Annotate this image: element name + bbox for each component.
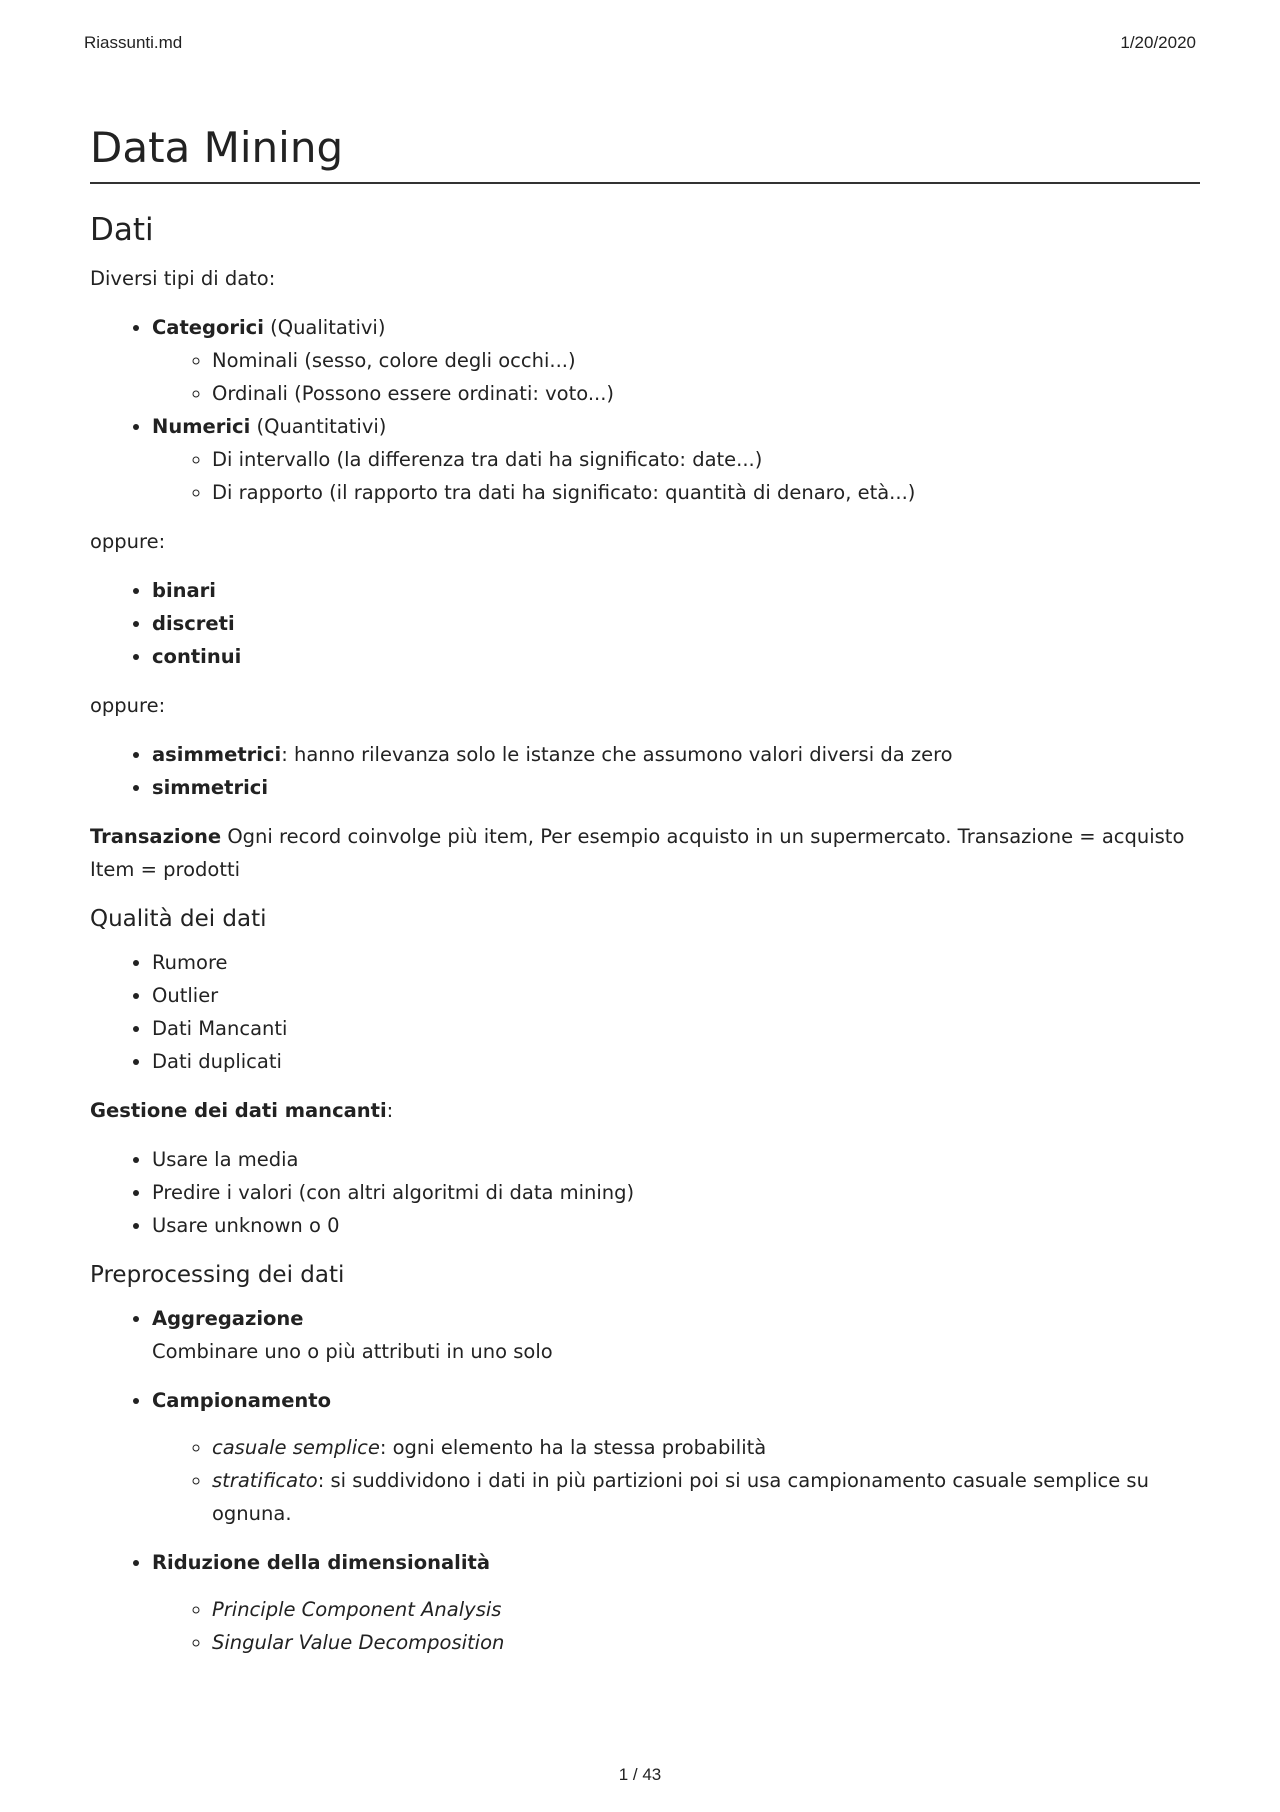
list-item: • Predire i valori (con altri algoritmi di data mining) — [152, 1176, 1200, 1209]
list-item: • Usare unknown o 0 — [152, 1209, 1200, 1242]
list-item: • Numerici (Quantitativi) ◦ Di intervallo (la differenza tra dati ha significato: date...) ◦ Di rapporto (il rapporto tra dati ha significato: quantità di denaro, età...) — [152, 410, 1200, 509]
missing-data-list — [90, 1143, 1200, 1242]
list-item: • Riduzione della dimensionalità ◦ Principle Component Analysis ◦ Singular Value Decomposition — [152, 1546, 1200, 1659]
section-heading-dati: Dati — [90, 212, 154, 248]
list-item: ◦ Ordinali (Possono essere ordinati: voto...) — [212, 377, 1200, 410]
section-heading-qualita: Qualità dei dati — [90, 906, 267, 932]
gestione-paragraph: Gestione dei dati mancanti: — [90, 1099, 394, 1122]
page-number: 1 / 43 — [618, 1765, 662, 1784]
preprocessing-list — [90, 1302, 1200, 1659]
list-item: • Usare la media — [152, 1143, 1200, 1176]
list-item: • binari — [152, 574, 1200, 607]
list-item: ◦ Di intervallo (la differenza tra dati ha significato: date...) — [212, 443, 1200, 476]
intro-text: Diversi tipi di dato: — [90, 267, 276, 290]
list-item: • Dati duplicati — [152, 1045, 1200, 1078]
sub-list — [152, 443, 1200, 509]
list-item: ◦ casuale semplice: ogni elemento ha la stessa probabilità — [212, 1431, 1200, 1464]
list-item: • discreti — [152, 607, 1200, 640]
list-item: • Categorici (Qualitativi) ◦ Nominali (sesso, colore degli occhi...) ◦ Ordinali (Possono essere ordinati: voto...) — [152, 311, 1200, 410]
document-body — [90, 118, 1200, 1675]
list-item: • Campionamento ◦ casuale semplice: ogni elemento ha la stessa probabilità ◦ stratificato: si suddividono i dati in più partizioni poi si usa campionamento casuale semplice su ognuna. — [152, 1384, 1200, 1530]
data-types-list — [90, 311, 1200, 509]
item-description: Combinare uno o più attributi in uno solo — [152, 1340, 553, 1363]
header-filename: Riassunti.md — [84, 33, 183, 52]
sub-list — [152, 344, 1200, 410]
oppure-text: oppure: — [90, 530, 166, 553]
list-item: • simmetrici — [152, 771, 1200, 804]
list-item: ◦ Nominali (sesso, colore degli occhi...) — [212, 344, 1200, 377]
quality-list — [90, 946, 1200, 1078]
page-title: Data Mining — [90, 118, 1200, 184]
list-item: • Aggregazione Combinare uno o più attributi in uno solo — [152, 1302, 1200, 1368]
page-header — [84, 33, 1196, 53]
list-item: ◦ Di rapporto (il rapporto tra dati ha significato: quantità di denaro, età...) — [212, 476, 1200, 509]
transazione-paragraph: Transazione Ogni record coinvolge più item, Per esempio acquisto in un supermercato. Transazione = acquisto Item = prodotti — [90, 825, 1185, 881]
list-item: • Rumore — [152, 946, 1200, 979]
list-item: • Outlier — [152, 979, 1200, 1012]
list-item: • asimmetrici: hanno rilevanza solo le istanze che assumono valori diversi da zero — [152, 738, 1200, 771]
list-item: • continui — [152, 640, 1200, 673]
binary-types-list — [90, 574, 1200, 673]
list-item: • Dati Mancanti — [152, 1012, 1200, 1045]
list-item: ◦ Singular Value Decomposition — [212, 1626, 1200, 1659]
section-heading-preprocessing: Preprocessing dei dati — [90, 1262, 345, 1288]
header-date: 1/20/2020 — [1120, 33, 1196, 52]
list-item: ◦ Principle Component Analysis — [212, 1593, 1200, 1626]
sub-list — [152, 1593, 1200, 1659]
list-item: ◦ stratificato: si suddividono i dati in più partizioni poi si usa campionamento casuale semplice su ognuna. — [212, 1464, 1200, 1530]
sub-list — [152, 1431, 1200, 1530]
oppure-text: oppure: — [90, 694, 166, 717]
symmetry-list — [90, 738, 1200, 804]
